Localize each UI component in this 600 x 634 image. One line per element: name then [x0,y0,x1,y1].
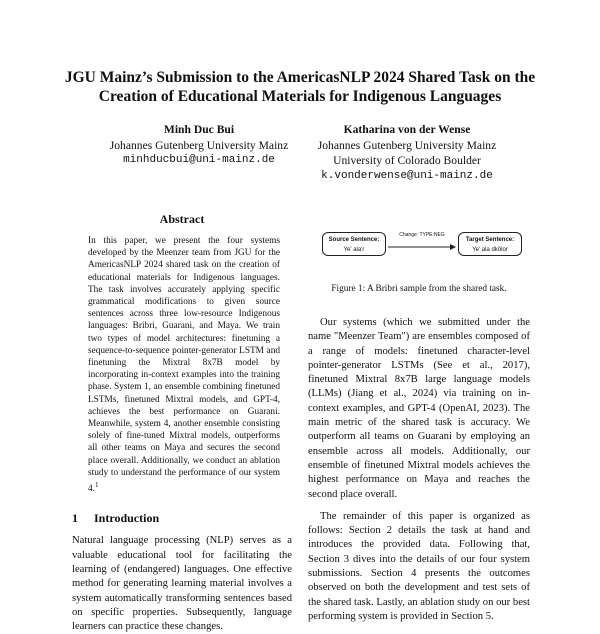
author-name: Minh Duc Bui [163,123,235,136]
author-affiliation: Johannes Gutenberg University Mainz [317,138,497,152]
paragraph-systems: Our systems (which we submitted under the name "Meenzer Team") are ensembles composed of a range of models: finetuned character-level pointer-generator LSTMs (See et al., 2017), finetuned Mixtral 8x7B large language models (LLMs) (Jiang et al., 2024) via training on in-context examples, and GPT-4 (OpenAI, 2023). The main metric of the shared task is accuracy. We outperform all teams on Guarani by employing an ensemble across all models. Additionally, our ensemble of finetuned Mixtral models achieves the highest performance on Maya and reaches the second place overall. [308,317,530,500]
author-name: Katharina von der Wense [343,123,471,136]
paragraph-organization: The remainder of this paper is organized as follows: Section 2 details the task at hand and introduces the provided data. Following that, Section 3 dives into the details of our four system submissions. Section 4 presents the outcomes observed on both the development and test sets of the shared task. Lastly, an ablation study on our best performing system is provided in Section 5. [308,510,530,622]
figure-1 [308,218,530,270]
target-sentence-node [458,232,522,256]
section-heading-introduction [72,511,292,526]
title-line-1: JGU Mainz’s Submission to the AmericasNLP 2024 Shared Task on the [64,69,536,86]
target-sentence-label: Target Sentence: [465,237,515,243]
source-sentence-node [322,232,386,256]
abstract-body [88,235,280,495]
author-affiliation: Johannes Gutenberg University Mainz [109,138,289,152]
paper-title [40,68,560,106]
abstract-heading: Abstract [159,212,205,226]
author-email: k.vonderwense@uni-mainz.de [321,169,493,182]
introduction-paragraph: Natural language processing (NLP) serves as a valuable educational tool for facilitating the learning of (endangered) languages. One effective method for generating learning material involves a system automatically transforming sentences based on specific properties. Subsequently, language learners can practice these changes. [72,535,292,633]
author-block-2 [298,122,516,184]
arrow-icon [388,238,456,252]
target-sentence-value: Ye' ala dkölor [472,247,508,253]
right-body [308,316,530,624]
source-sentence-label: Source Sentence: [328,237,380,243]
source-sentence-value: Ye' ala'r [343,247,365,253]
figure-caption: Figure 1: A Bribri sample from the shared task. [331,284,507,294]
section-title: Introduction [94,511,160,526]
right-column [308,212,530,624]
section-number: 1 [72,511,78,526]
footnote-mark: 1 [94,481,99,490]
left-column [72,212,292,634]
change-label: Change: TYPE:NEG [399,232,445,238]
author-email: minhducbui@uni-mainz.de [123,154,275,166]
author-affiliation-secondary: University of Colorado Boulder [333,154,481,167]
title-line-2: Creation of Educational Materials for Indigenous Languages [98,88,502,105]
author-block-1 [90,122,308,169]
abstract-text: In this paper, we present the four systems developed by the Meenzer team from JGU for the AmericasNLP 2024 shared task on the creation of educational materials for Indigenous languages. The task involves accurately applying specific grammatical modifications to given source sentences across three low-resource Indigenous languages: Bribri, Guarani, and Maya. We train two types of model architectures: finetuning a sequence-to-sequence pointer-generator LSTM and finetuning the Mixtral 8x7B model by incorporating in-context examples into the training phase. System 1, an ensemble combining finetuned LSTMs, finetuned Mixtral models, and GPT-4, achieves the best performance on Guarani. Meanwhile, system 4, another ensemble consisting solely of fine-tuned Mixtral models, outperforms all other teams on Maya and secures the second place overall. Additionally, we conduct an ablation study to understand the performance of our system 4. [88,236,280,495]
